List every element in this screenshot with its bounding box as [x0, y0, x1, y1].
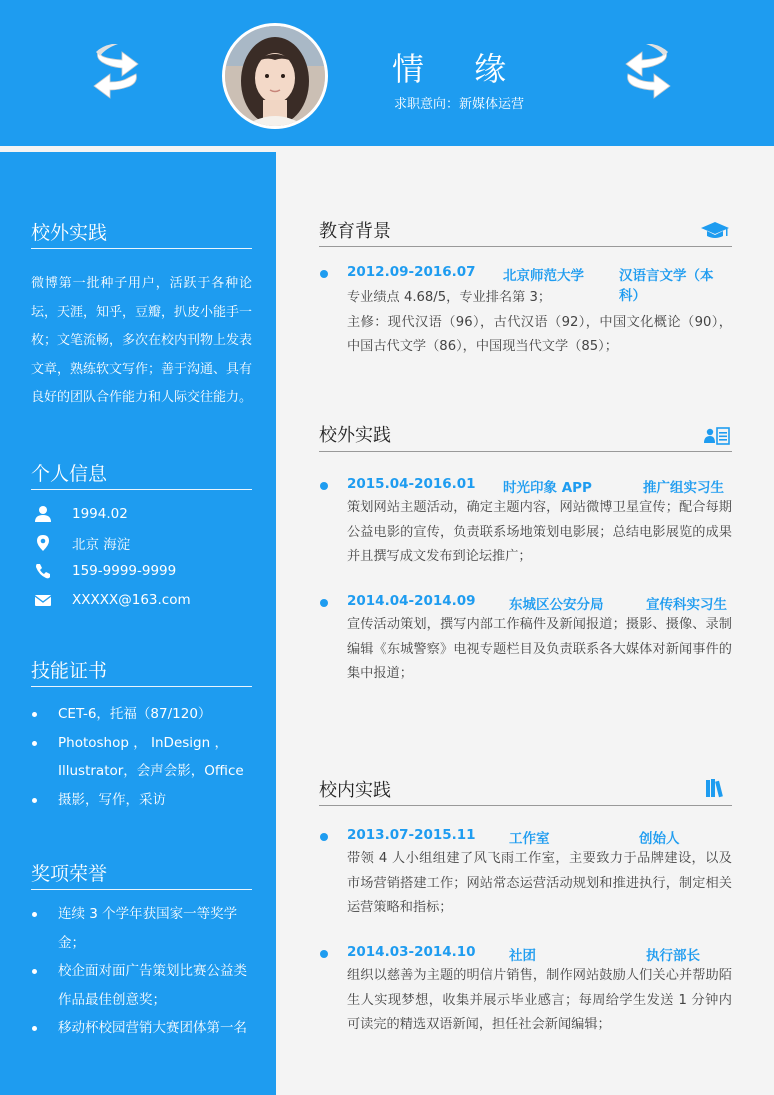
divider [31, 686, 252, 687]
education-title: 教育背景 [319, 221, 391, 242]
profile-card-icon [700, 426, 730, 448]
divider [319, 451, 732, 452]
external-entry-head [319, 593, 732, 613]
campus-entry-body: 带领 4 人小组组建了风飞雨工作室，主要致力于品牌建设，以及市场营销搭建工作；网站常态运营活动规划和推进执行，制定相关运营策略和指标； [347, 851, 732, 915]
books-icon [700, 777, 730, 799]
sidebar-skills-title: 技能证书 [31, 660, 108, 682]
info-phone-row [34, 561, 177, 581]
candidate-name: 情 缘 [392, 50, 527, 88]
campus-entry-head [319, 827, 732, 847]
entry-role: 宣传科实习生 [646, 597, 727, 613]
sidebar [0, 152, 276, 1095]
entry-date: 2015.04-2016.01 [347, 476, 476, 492]
awards-list [31, 900, 252, 1043]
skills-list [31, 700, 252, 814]
list-item: 移动杯校园营销大赛团体第一名 [31, 1014, 252, 1043]
campus-entry-body: 组织以慈善为主题的明信片销售，制作网站鼓励人们关心并帮助陌生人实现梦想，收集并展示毕业感言；每周给学生发送 1 分钟内可读完的精选双语新闻，担任社会新闻编辑； [347, 968, 732, 1032]
divider [319, 805, 732, 806]
info-location: 北京 海淀 [72, 537, 131, 553]
external-title: 校外实践 [319, 425, 391, 446]
entry-date: 2013.07-2015.11 [347, 827, 476, 843]
entry-date: 2014.04-2014.09 [347, 593, 476, 609]
entry-date: 2012.09-2016.07 [347, 264, 476, 280]
entry-org: 时光印象 APP [503, 480, 592, 496]
sidebar-practice-text: 微博第一批种子用户，活跃于各种论坛，天涯，知乎，豆瓣，扒皮小能手一枚；文笔流畅，多次在校内刊物上发表文章，熟练软文写作；善于沟通、具有良好的团队合作能力和人际交往能力。 [31, 276, 253, 405]
info-birth: 1994.02 [72, 506, 128, 522]
list-item: Photoshop ， InDesign ， Illustrator，会声会影，Office [31, 729, 252, 786]
sidebar-practice-title: 校外实践 [31, 222, 108, 244]
entry-org: 社团 [509, 948, 536, 964]
info-phone: 159-9999-9999 [72, 563, 177, 579]
education-entry-head [319, 264, 732, 304]
job-intent: 求职意向：新媒体运营 [394, 97, 525, 112]
entry-role: 汉语言文学（本科） [619, 268, 714, 304]
list-item: 摄影，写作，采访 [31, 786, 252, 815]
info-birth-row [34, 504, 128, 524]
divider [31, 889, 252, 890]
phone-icon [34, 562, 52, 580]
location-pin-icon [34, 534, 52, 552]
header-banner [0, 0, 774, 146]
divider [31, 489, 252, 490]
list-item: 校企面对面广告策划比赛公益类作品最佳创意奖； [31, 957, 252, 1014]
mail-icon [34, 591, 52, 609]
graduation-cap-icon [700, 219, 730, 241]
divider [319, 246, 732, 247]
entry-org: 工作室 [509, 831, 550, 847]
external-entry-body: 策划网站主题活动，确定主题内容，网站微博卫星宣传；配合每期公益电影的宣传，负责联系场地策划电影展；总结电影展览的成果并且撰写成文发布到论坛推广； [347, 500, 732, 564]
avatar [222, 23, 328, 129]
info-email-row [34, 590, 191, 610]
arrow-left-icon [92, 42, 142, 100]
entry-org: 北京师范大学 [503, 268, 584, 284]
campus-entry-head [319, 944, 732, 964]
education-entry-body: 专业绩点 4.68/5，专业排名第 3； 主修：现代汉语（96），古代汉语（92），中国文化概论（90），中国古代文学（86），中国现当代文学（85）； [347, 290, 732, 354]
info-location-row [34, 533, 131, 553]
external-entry-head [319, 476, 732, 496]
entry-role: 创始人 [639, 831, 680, 847]
sidebar-awards-title: 奖项荣誉 [31, 863, 108, 885]
arrow-right-icon [622, 42, 672, 100]
external-entry-body: 宣传活动策划，撰写内部工作稿件及新闻报道；摄影、摄像、录制编辑《东城警察》电视专题栏目及负责联系各大媒体对新闻事件的集中报道； [347, 617, 732, 681]
divider [31, 248, 252, 249]
campus-title: 校内实践 [319, 780, 391, 801]
entry-role: 执行部长 [646, 948, 700, 964]
person-icon [34, 505, 52, 523]
entry-role: 推广组实习生 [643, 480, 724, 496]
list-item: CET-6，托福（87/120） [31, 700, 252, 729]
entry-org: 东城区公安分局 [509, 597, 604, 613]
sidebar-info-title: 个人信息 [31, 463, 108, 485]
info-email: XXXXX@163.com [72, 592, 191, 608]
list-item: 连续 3 个学年获国家一等奖学金； [31, 900, 252, 957]
entry-date: 2014.03-2014.10 [347, 944, 476, 960]
